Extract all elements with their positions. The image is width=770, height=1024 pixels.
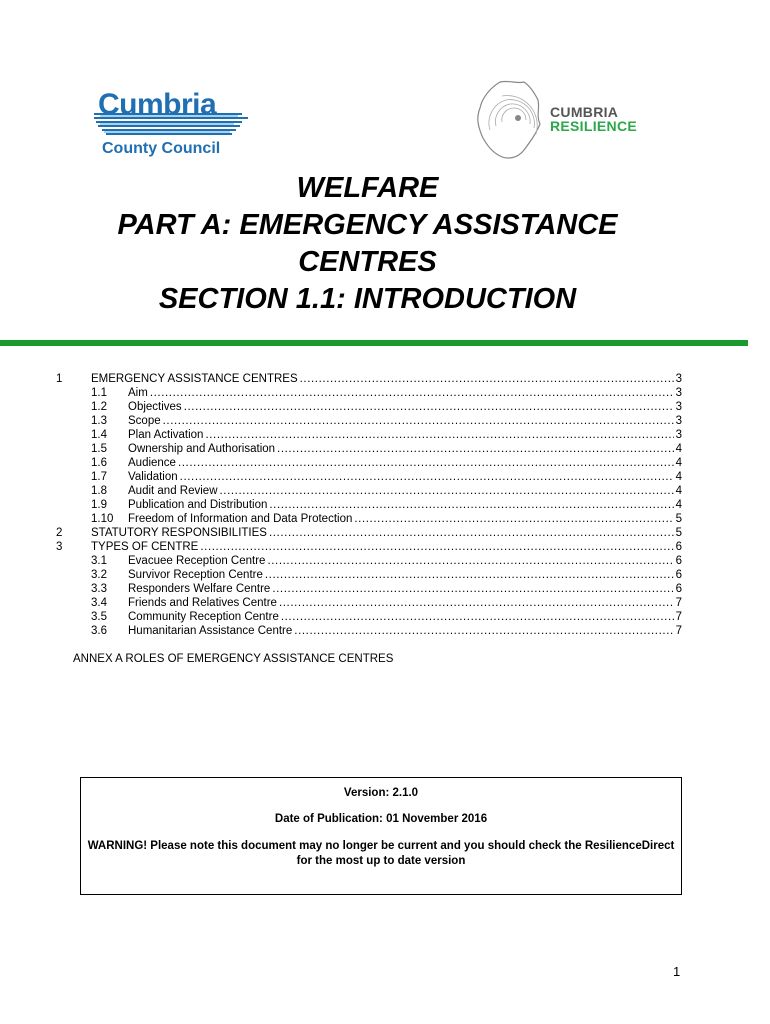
publication-date: Date of Publication: 01 November 2016 [274, 813, 488, 825]
toc-entry[interactable] [0, 484, 770, 498]
toc-entry-title: Responders Welfare Centre [128, 583, 271, 595]
toc-dot-leader [180, 470, 682, 484]
toc-entry-page: 5 [675, 513, 682, 525]
council-logo-subtitle: County Council [102, 140, 221, 157]
title-line-3: CENTRES [298, 246, 437, 278]
toc-entry-page: 6 [675, 569, 682, 581]
toc-entry-page: 6 [675, 555, 682, 567]
resilience-logo-bottom-word: RESILIENCE [550, 118, 638, 134]
toc-entry-title: Friends and Relatives Centre [128, 597, 277, 609]
document-title [0, 170, 735, 318]
council-logo-wordmark: Cumbria [98, 88, 217, 121]
toc-entry-page: 4 [675, 471, 682, 483]
toc-entry[interactable] [0, 582, 770, 596]
toc-entry[interactable] [0, 610, 770, 624]
toc-entry-number: 1.9 [91, 499, 107, 511]
cumbria-map-icon [474, 78, 546, 162]
toc-entry-title: Community Reception Centre [128, 611, 279, 623]
toc-entry-page: 3 [675, 373, 682, 385]
toc-entry[interactable] [0, 414, 770, 428]
toc-entry-number: 1.10 [91, 513, 114, 525]
toc-entry-number: 1.1 [91, 387, 107, 399]
toc-dot-leader [281, 610, 682, 624]
toc-dot-leader [267, 554, 682, 568]
toc-entry[interactable] [0, 554, 770, 568]
toc-entry-title: Objectives [128, 401, 182, 413]
toc-dot-leader [277, 442, 682, 456]
toc-entry-number: 1.6 [91, 457, 107, 469]
version-info-box [80, 777, 682, 895]
table-of-contents [0, 372, 770, 638]
toc-entry[interactable] [0, 512, 770, 526]
toc-entry-number: 3.5 [91, 611, 107, 623]
toc-entry[interactable] [0, 442, 770, 456]
toc-entry[interactable] [0, 540, 770, 554]
toc-entry-page: 4 [675, 499, 682, 511]
toc-entry[interactable] [0, 568, 770, 582]
toc-entry-number: 2 [56, 527, 63, 539]
toc-entry[interactable] [0, 372, 770, 386]
toc-dot-leader [354, 512, 682, 526]
toc-entry-page: 6 [675, 541, 682, 553]
toc-entry-number: 1.2 [91, 401, 107, 413]
toc-entry[interactable] [0, 596, 770, 610]
toc-entry[interactable] [0, 624, 770, 638]
toc-dot-leader [272, 582, 682, 596]
toc-entry-page: 4 [675, 485, 682, 497]
toc-entry-page: 5 [675, 527, 682, 539]
title-line-1: WELFARE [296, 172, 439, 204]
toc-entry[interactable] [0, 386, 770, 400]
toc-entry-title: Validation [128, 471, 178, 483]
toc-entry-title: TYPES OF CENTRE [91, 541, 199, 553]
toc-entry-title: Freedom of Information and Data Protection [128, 513, 353, 525]
toc-entry-page: 7 [675, 611, 682, 623]
toc-entry-title: Evacuee Reception Centre [128, 555, 266, 567]
toc-entry-title: Publication and Distribution [128, 499, 268, 511]
cumbria-county-council-logo [92, 88, 252, 163]
toc-dot-leader [184, 400, 682, 414]
toc-dot-leader [265, 568, 682, 582]
toc-entry-number: 1.4 [91, 429, 107, 441]
toc-entry-page: 3 [675, 401, 682, 413]
annex-heading: ANNEX A ROLES OF EMERGENCY ASSISTANCE CENTRES [73, 653, 394, 665]
toc-dot-leader [178, 456, 682, 470]
toc-entry-title: EMERGENCY ASSISTANCE CENTRES [91, 373, 298, 385]
toc-entry-page: 4 [675, 457, 682, 469]
toc-entry-page: 6 [675, 583, 682, 595]
toc-entry-number: 3.3 [91, 583, 107, 595]
toc-entry-title: Audit and Review [128, 485, 218, 497]
toc-entry-number: 1.5 [91, 443, 107, 455]
toc-dot-leader [294, 624, 682, 638]
toc-entry[interactable] [0, 498, 770, 512]
toc-dot-leader [220, 484, 683, 498]
toc-entry[interactable] [0, 428, 770, 442]
toc-entry-title: Scope [128, 415, 161, 427]
toc-dot-leader [150, 386, 682, 400]
toc-dot-leader [205, 428, 682, 442]
toc-entry-page: 3 [675, 429, 682, 441]
toc-entry-title: STATUTORY RESPONSIBILITIES [91, 527, 267, 539]
toc-entry-number: 1 [56, 373, 63, 385]
toc-entry-number: 1.7 [91, 471, 107, 483]
toc-dot-leader [269, 498, 682, 512]
title-line-2: PART A: EMERGENCY ASSISTANCE [117, 209, 618, 241]
toc-entry-title: Aim [128, 387, 148, 399]
toc-entry-page: 3 [675, 387, 682, 399]
toc-entry-page: 4 [675, 443, 682, 455]
toc-entry[interactable] [0, 470, 770, 484]
toc-entry-number: 3.4 [91, 597, 107, 609]
toc-entry[interactable] [0, 456, 770, 470]
council-logo-wave-icon [92, 106, 250, 142]
page-number: 1 [673, 964, 681, 979]
toc-entry-number: 3.6 [91, 625, 107, 637]
toc-entry-page: 3 [675, 415, 682, 427]
toc-dot-leader [163, 414, 682, 428]
toc-entry-title: Survivor Reception Centre [128, 569, 263, 581]
title-line-4: SECTION 1.1: INTRODUCTION [158, 283, 577, 315]
toc-entry-page: 7 [675, 625, 682, 637]
green-divider [0, 340, 748, 346]
toc-entry-number: 1.8 [91, 485, 107, 497]
toc-entry-title: Audience [128, 457, 176, 469]
version-warning: WARNING! Please note this document may no longer be current and you should check the ResilienceDirect for the most up to date version [87, 840, 675, 867]
toc-entry-title: Ownership and Authorisation [128, 443, 276, 455]
cumbria-resilience-logo [474, 78, 674, 162]
toc-dot-leader [279, 596, 682, 610]
version-label: Version: 2.1.0 [343, 787, 419, 799]
toc-entry-title: Plan Activation [128, 429, 204, 441]
toc-entry-title: Humanitarian Assistance Centre [128, 625, 293, 637]
toc-entry-number: 3 [56, 541, 63, 553]
toc-dot-leader [300, 372, 682, 386]
toc-dot-leader [200, 540, 682, 554]
toc-dot-leader [269, 526, 682, 540]
toc-entry-number: 3.1 [91, 555, 107, 567]
toc-entry-page: 7 [675, 597, 682, 609]
toc-entry-number: 1.3 [91, 415, 107, 427]
toc-entry-number: 3.2 [91, 569, 107, 581]
toc-entry[interactable] [0, 526, 770, 540]
toc-entry[interactable] [0, 400, 770, 414]
resilience-logo-top-word: CUMBRIA [550, 104, 619, 120]
